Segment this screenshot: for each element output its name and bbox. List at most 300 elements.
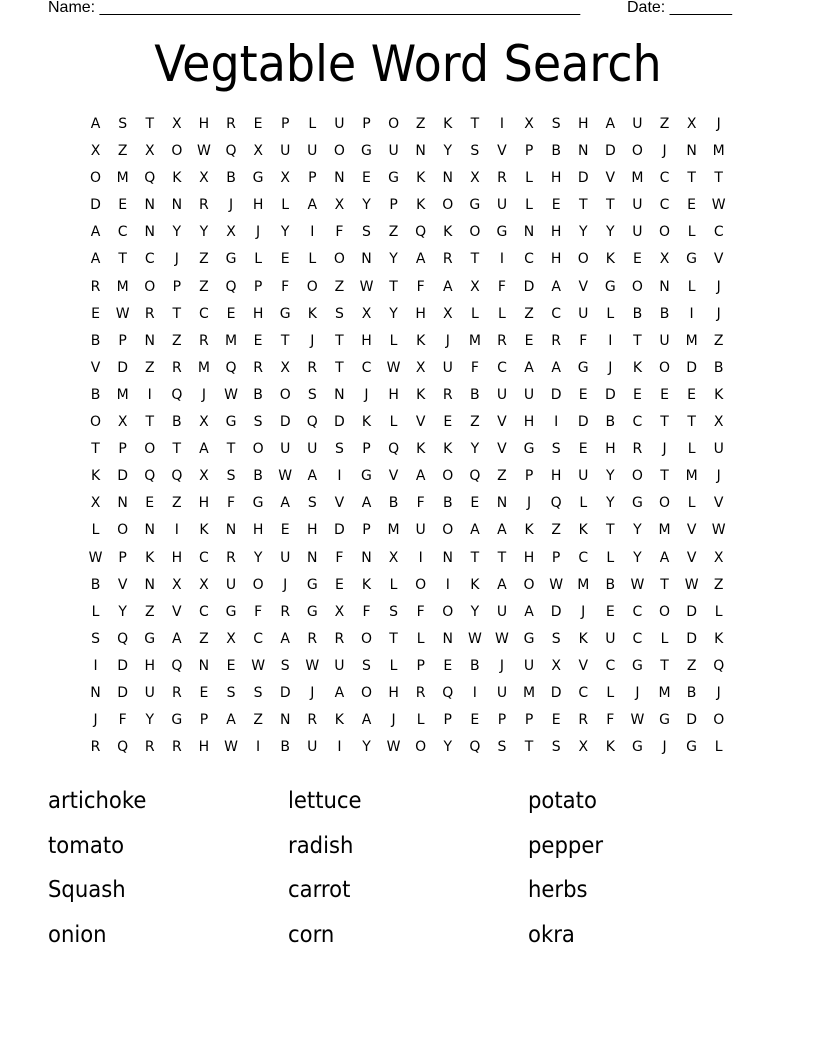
grid-letter: S xyxy=(91,630,100,647)
grid-letter: Z xyxy=(253,712,263,729)
grid-letter: G xyxy=(225,414,237,431)
grid-letter: V xyxy=(713,495,724,512)
grid-letter: D xyxy=(550,684,562,701)
grid-letter: J xyxy=(662,143,667,160)
grid-letter: O xyxy=(360,684,372,701)
word-list-item: carrot xyxy=(288,877,351,903)
grid-letter: G xyxy=(523,630,535,647)
grid-letter: S xyxy=(362,657,371,674)
grid-letter: W xyxy=(711,522,726,539)
grid-letter: U xyxy=(632,224,643,241)
grid-letter: K xyxy=(605,251,615,268)
grid-letter: Z xyxy=(388,224,399,241)
grid-letter: N xyxy=(361,251,372,268)
grid-letter: O xyxy=(144,441,156,458)
grid-letter: Q xyxy=(469,468,481,485)
word-list-item: herbs xyxy=(528,877,588,903)
grid-letter: R xyxy=(199,332,209,349)
grid-letter: M xyxy=(116,386,129,403)
grid-letter: C xyxy=(497,359,507,376)
grid-letter: E xyxy=(145,495,155,512)
grid-letter: N xyxy=(659,278,670,295)
grid-letter: U xyxy=(307,739,318,756)
grid-letter: A xyxy=(442,278,453,295)
grid-letter: G xyxy=(144,630,156,647)
grid-letter: G xyxy=(306,576,318,593)
grid-letter: U xyxy=(334,657,345,674)
grid-letter: X xyxy=(253,143,263,160)
grid-row xyxy=(82,490,732,517)
grid-letter: H xyxy=(198,495,210,512)
grid-letter: P xyxy=(362,441,371,458)
grid-letter: M xyxy=(468,332,481,349)
grid-letter: E xyxy=(551,197,561,214)
grid-letter: T xyxy=(660,414,669,431)
grid-letter: F xyxy=(226,495,236,512)
grid-row xyxy=(82,165,732,192)
grid-letter: K xyxy=(90,468,101,485)
grid-letter: R xyxy=(307,359,318,376)
grid-letter: N xyxy=(361,549,372,566)
grid-letter: X xyxy=(470,170,480,187)
grid-letter: V xyxy=(415,414,426,431)
grid-letter: V xyxy=(497,143,507,160)
grid-letter: O xyxy=(442,603,454,620)
grid-letter: R xyxy=(307,712,318,729)
grid-letter: B xyxy=(226,170,236,187)
grid-letter: N xyxy=(171,197,183,214)
grid-row xyxy=(82,382,732,409)
grid-letter: A xyxy=(551,359,561,376)
grid-letter: B xyxy=(470,386,480,403)
grid-letter: O xyxy=(90,170,102,187)
grid-letter: D xyxy=(550,386,562,403)
grid-letter: E xyxy=(578,441,588,458)
grid-letter: V xyxy=(578,278,589,295)
grid-letter: G xyxy=(631,495,643,512)
grid-letter: L xyxy=(606,549,615,566)
grid-letter: Q xyxy=(469,739,481,756)
grid-letter: U xyxy=(605,630,616,647)
grid-letter: Q xyxy=(225,143,237,160)
grid-letter: S xyxy=(118,116,128,132)
grid-letter: Y xyxy=(578,224,588,241)
word-list-item: corn xyxy=(288,921,335,948)
grid-letter: J xyxy=(716,278,721,295)
grid-row xyxy=(82,355,732,382)
grid-letter: G xyxy=(225,251,237,268)
grid-letter: O xyxy=(252,576,264,593)
grid-letter: U xyxy=(307,143,318,160)
grid-letter: X xyxy=(713,414,724,431)
grid-letter: J xyxy=(499,657,505,674)
grid-letter: M xyxy=(116,170,129,187)
grid-letter: O xyxy=(713,712,725,729)
grid-letter: X xyxy=(334,603,345,620)
grid-letter: A xyxy=(199,441,209,458)
grid-row xyxy=(82,328,732,355)
grid-letter: G xyxy=(252,170,264,187)
grid-letter: V xyxy=(117,576,128,593)
grid-letter: L xyxy=(308,116,317,132)
grid-letter: M xyxy=(631,170,644,187)
grid-letter: H xyxy=(550,170,562,187)
grid-letter: G xyxy=(252,495,264,512)
grid-letter: Q xyxy=(550,495,562,512)
grid-letter: X xyxy=(199,468,209,485)
grid-letter: Z xyxy=(470,414,480,431)
grid-letter: G xyxy=(279,305,291,322)
grid-letter: O xyxy=(631,468,643,485)
grid-letter: Y xyxy=(470,603,480,620)
grid-letter: O xyxy=(388,116,400,132)
grid-letter: P xyxy=(199,712,209,729)
grid-letter: H xyxy=(415,305,426,322)
grid-letter: P xyxy=(118,332,127,349)
grid-letter: E xyxy=(253,332,263,349)
grid-letter: O xyxy=(415,739,427,756)
grid-letter: K xyxy=(416,197,426,214)
grid-letter: B xyxy=(605,414,616,431)
grid-letter: B xyxy=(605,576,616,593)
grid-letter: E xyxy=(118,197,128,214)
grid-letter: R xyxy=(551,332,561,349)
grid-letter: L xyxy=(389,414,398,431)
grid-row xyxy=(82,517,732,544)
grid-letter: T xyxy=(578,197,588,214)
grid-letter: M xyxy=(523,684,536,701)
grid-letter: W xyxy=(278,468,293,485)
grid-letter: R xyxy=(90,739,101,756)
grid-letter: L xyxy=(254,251,263,268)
grid-letter: W xyxy=(630,712,645,729)
grid-letter: B xyxy=(388,495,399,512)
grid-letter: Q xyxy=(171,386,183,403)
grid-letter: S xyxy=(389,603,399,620)
grid-letter: R xyxy=(578,712,589,729)
grid-letter: C xyxy=(659,197,670,214)
grid-letter: R xyxy=(171,684,182,701)
grid-letter: C xyxy=(551,305,562,322)
grid-letter: C xyxy=(578,684,589,701)
grid-letter: B xyxy=(172,414,182,431)
grid-letter: K xyxy=(416,332,426,349)
grid-letter: O xyxy=(523,576,535,593)
grid-letter: G xyxy=(604,278,616,295)
grid-letter: Y xyxy=(443,143,453,160)
grid-letter: X xyxy=(361,305,372,322)
grid-row xyxy=(82,707,732,734)
grid-letter: Z xyxy=(172,332,182,349)
grid-letter: W xyxy=(549,576,564,593)
grid-letter: I xyxy=(337,468,342,485)
grid-letter: O xyxy=(279,386,291,403)
grid-letter: T xyxy=(91,441,100,458)
grid-letter: P xyxy=(524,468,534,485)
grid-letter: D xyxy=(577,170,589,187)
grid-letter: K xyxy=(334,712,344,729)
grid-letter: Y xyxy=(389,251,398,268)
grid-letter: O xyxy=(90,414,102,431)
grid-letter: E xyxy=(226,657,236,674)
grid-letter: J xyxy=(662,441,667,458)
grid-letter: N xyxy=(307,549,318,566)
grid-letter: R xyxy=(442,386,453,403)
grid-letter: D xyxy=(686,630,697,647)
grid-letter: I xyxy=(689,305,694,322)
grid-letter: Y xyxy=(253,549,263,566)
grid-letter: Y xyxy=(145,712,155,729)
grid-letter: K xyxy=(470,576,480,593)
grid-letter: K xyxy=(578,522,588,539)
grid-row xyxy=(82,653,732,680)
grid-row xyxy=(82,626,732,653)
grid-letter: J xyxy=(174,251,179,268)
grid-letter: G xyxy=(659,712,670,729)
grid-letter: N xyxy=(442,170,453,187)
grid-row xyxy=(82,246,732,273)
grid-letter: G xyxy=(469,197,481,214)
grid-letter: R xyxy=(280,603,291,620)
grid-letter: J xyxy=(581,603,586,620)
grid-letter: R xyxy=(226,116,236,132)
grid-letter: W xyxy=(224,386,238,403)
grid-letter: Z xyxy=(199,278,209,295)
grid-letter: A xyxy=(551,278,561,295)
grid-letter: I xyxy=(93,657,98,674)
grid-letter: K xyxy=(361,576,372,593)
grid-letter: C xyxy=(361,359,372,376)
grid-letter: D xyxy=(90,197,101,214)
grid-letter: R xyxy=(307,630,318,647)
grid-letter: Y xyxy=(606,495,615,512)
grid-letter: X xyxy=(524,116,534,132)
grid-letter: Z xyxy=(713,576,724,593)
grid-letter: A xyxy=(334,684,345,701)
grid-letter: G xyxy=(171,712,183,729)
grid-letter: T xyxy=(280,332,290,349)
grid-letter: T xyxy=(470,251,480,268)
date-field-label: Date: _______ xyxy=(627,0,732,16)
grid-letter: N xyxy=(577,143,589,160)
grid-letter: Q xyxy=(225,359,237,376)
grid-letter: X xyxy=(144,143,155,160)
grid-letter: V xyxy=(605,170,616,187)
grid-letter: L xyxy=(714,603,723,620)
grid-letter: E xyxy=(551,712,561,729)
grid-letter: X xyxy=(415,359,426,376)
grid-letter: U xyxy=(280,441,291,458)
grid-letter: M xyxy=(197,359,210,376)
grid-letter: A xyxy=(90,116,101,132)
grid-letter: K xyxy=(416,170,426,187)
grid-letter: C xyxy=(632,414,643,431)
grid-letter: O xyxy=(469,224,481,241)
grid-letter: S xyxy=(470,143,480,160)
grid-letter: P xyxy=(308,170,317,187)
grid-letter: X xyxy=(117,414,128,431)
grid-letter: N xyxy=(442,549,453,566)
grid-letter: E xyxy=(470,712,480,729)
grid-letter: R xyxy=(199,197,209,214)
word-list-item: lettuce xyxy=(288,788,362,814)
grid-letter: A xyxy=(307,197,318,214)
grid-letter: E xyxy=(687,386,697,403)
grid-letter: T xyxy=(606,197,615,214)
grid-letter: E xyxy=(578,386,588,403)
word-list-item: Squash xyxy=(48,877,126,903)
grid-letter: C xyxy=(524,251,534,268)
grid-letter: X xyxy=(172,576,182,593)
word-list-item: artichoke xyxy=(48,788,147,814)
grid-letter: U xyxy=(578,305,589,322)
grid-letter: O xyxy=(415,576,427,593)
grid-letter: Q xyxy=(117,630,129,647)
grid-letter: O xyxy=(333,143,345,160)
grid-letter: D xyxy=(686,712,697,729)
grid-letter: F xyxy=(470,359,479,376)
grid-letter: N xyxy=(144,576,155,593)
grid-letter: G xyxy=(388,170,399,187)
grid-letter: V xyxy=(686,522,697,539)
grid-letter: A xyxy=(524,359,534,376)
grid-letter: X xyxy=(172,116,182,132)
grid-letter: A xyxy=(172,630,182,647)
grid-letter: Z xyxy=(117,143,128,160)
grid-letter: H xyxy=(144,657,155,674)
grid-letter: N xyxy=(279,712,291,729)
word-list-item: radish xyxy=(288,832,354,859)
grid-letter: C xyxy=(199,549,209,566)
grid-letter: X xyxy=(578,739,589,756)
grid-letter: U xyxy=(632,116,643,132)
grid-letter: S xyxy=(226,468,236,485)
grid-letter: G xyxy=(686,739,698,756)
grid-letter: G xyxy=(361,468,372,485)
grid-letter: C xyxy=(605,657,616,674)
grid-letter: D xyxy=(686,603,697,620)
grid-letter: G xyxy=(631,739,643,756)
grid-letter: B xyxy=(253,468,263,485)
grid-letter: P xyxy=(362,116,371,132)
grid-letter: M xyxy=(685,468,698,485)
grid-letter: J xyxy=(635,684,640,701)
grid-letter: H xyxy=(550,224,562,241)
grid-letter: S xyxy=(253,684,263,701)
grid-letter: G xyxy=(577,359,589,376)
grid-letter: L xyxy=(91,522,100,539)
grid-letter: T xyxy=(118,251,127,268)
grid-letter: L xyxy=(687,278,696,295)
grid-letter: T xyxy=(335,332,344,349)
grid-letter: L xyxy=(281,197,290,214)
grid-letter: R xyxy=(415,684,426,701)
grid-letter: K xyxy=(145,549,155,566)
grid-letter: O xyxy=(442,522,454,539)
word-list xyxy=(48,779,768,957)
grid-letter: K xyxy=(443,224,453,241)
grid-letter: Q xyxy=(171,468,183,485)
grid-letter: V xyxy=(497,441,507,458)
grid-letter: F xyxy=(416,603,425,620)
grid-letter: P xyxy=(416,657,425,674)
grid-letter: Y xyxy=(443,739,453,756)
grid-letter: I xyxy=(147,386,152,403)
grid-letter: H xyxy=(198,739,210,756)
grid-letter: X xyxy=(470,278,480,295)
grid-letter: E xyxy=(632,251,642,268)
grid-letter: J xyxy=(716,684,721,701)
grid-letter: H xyxy=(388,684,399,701)
grid-letter: F xyxy=(335,224,344,241)
grid-letter: T xyxy=(660,468,669,485)
grid-letter: P xyxy=(172,278,182,295)
grid-letter: V xyxy=(686,549,697,566)
grid-letter: W xyxy=(467,630,482,647)
grid-letter: A xyxy=(415,251,426,268)
grid-letter: H xyxy=(523,549,535,566)
grid-letter: K xyxy=(307,305,317,322)
grid-letter: T xyxy=(172,305,182,322)
grid-letter: N xyxy=(523,224,535,241)
grid-letter: J xyxy=(716,116,721,132)
grid-letter: J xyxy=(364,386,369,403)
grid-letter: O xyxy=(577,251,589,268)
grid-letter: E xyxy=(280,251,290,268)
grid-letter: K xyxy=(199,522,209,539)
grid-letter: M xyxy=(658,522,671,539)
grid-letter: O xyxy=(360,630,372,647)
grid-letter: A xyxy=(280,630,290,647)
word-list-item: okra xyxy=(528,921,575,948)
grid-letter: V xyxy=(172,603,182,620)
grid-letter: I xyxy=(310,224,315,241)
grid-letter: Q xyxy=(442,684,454,701)
grid-letter: H xyxy=(198,116,210,132)
grid-letter: Y xyxy=(280,224,290,241)
grid-letter: U xyxy=(388,143,399,160)
grid-letter: L xyxy=(389,657,398,674)
grid-letter: S xyxy=(551,739,561,756)
worksheet-header xyxy=(48,0,748,20)
grid-letter: J xyxy=(445,332,450,349)
grid-row xyxy=(82,138,732,165)
grid-letter: G xyxy=(306,603,318,620)
letter-grid xyxy=(82,111,732,761)
grid-letter: H xyxy=(605,441,616,458)
grid-letter: E xyxy=(443,414,453,431)
grid-letter: Q xyxy=(713,657,725,674)
grid-letter: G xyxy=(496,224,508,241)
grid-letter: B xyxy=(632,305,643,322)
grid-letter: Z xyxy=(415,116,426,132)
grid-letter: V xyxy=(578,657,589,674)
grid-letter: J xyxy=(526,495,532,512)
grid-letter: B xyxy=(280,739,290,756)
grid-letter: I xyxy=(174,522,179,539)
grid-letter: X xyxy=(442,305,453,322)
grid-letter: Z xyxy=(497,468,507,485)
grid-letter: L xyxy=(714,739,723,756)
grid-letter: P xyxy=(443,712,452,729)
grid-letter: X xyxy=(199,170,209,187)
grid-letter: K xyxy=(632,359,643,376)
grid-letter: D xyxy=(550,603,562,620)
grid-letter: L xyxy=(416,630,425,647)
grid-row xyxy=(82,545,732,572)
grid-letter: W xyxy=(224,739,238,756)
grid-letter: O xyxy=(144,278,156,295)
